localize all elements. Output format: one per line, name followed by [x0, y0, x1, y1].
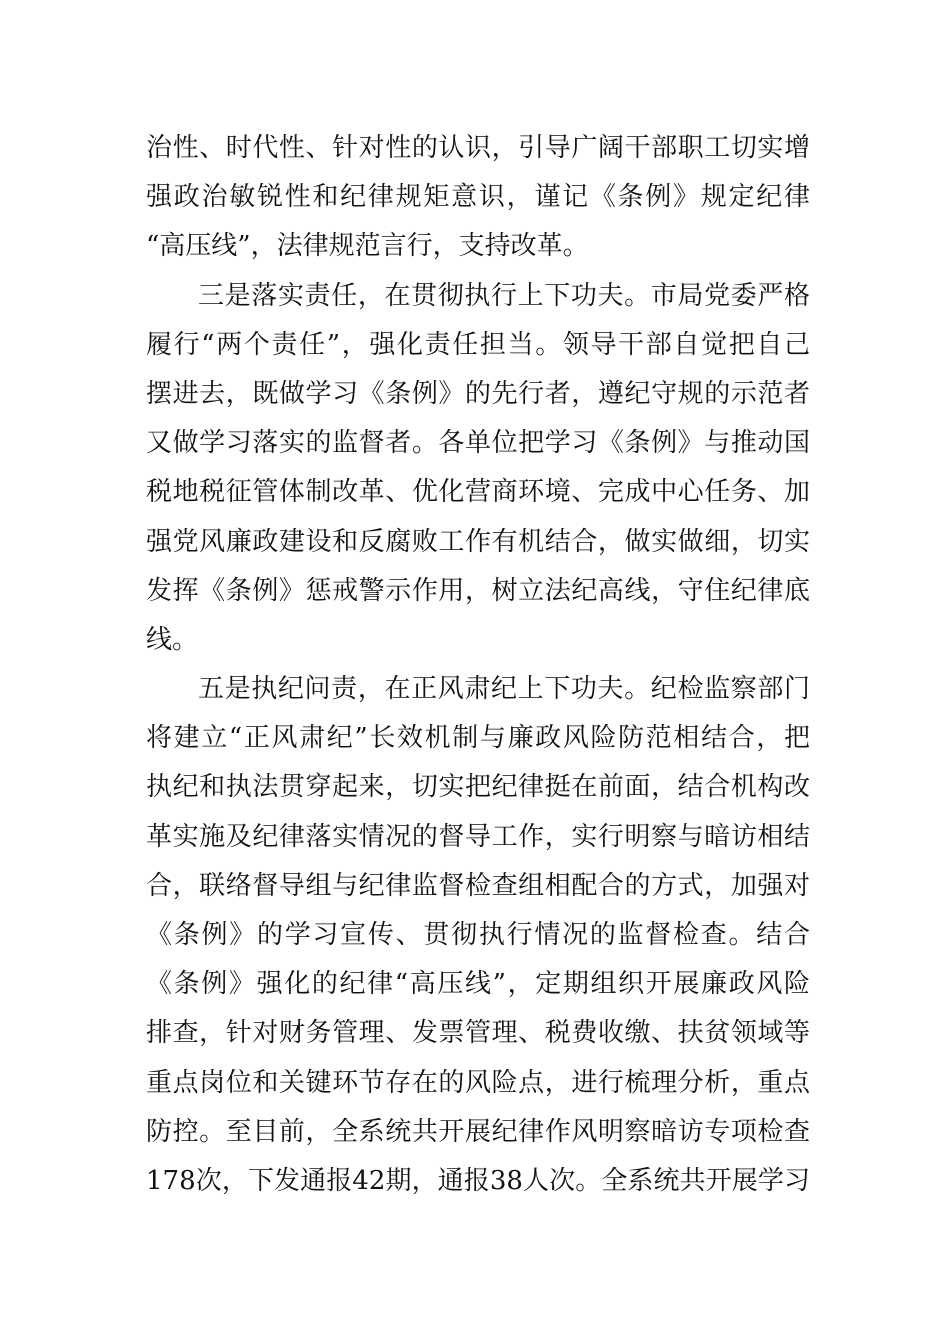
text-line: 强党风廉政建设和反腐败工作有机结合，做实做细，切实 [146, 526, 810, 557]
text-line: 线。 [146, 624, 199, 655]
paragraph [146, 124, 810, 272]
text-line: 《条例》强化的纪律“高压线”，定期组织开展廉政风险 [146, 969, 810, 1000]
text-line: 排查，针对财务管理、发票管理、税费收缴、扶贫领域等 [146, 1018, 810, 1049]
paragraph [146, 272, 810, 666]
text-line: 合，联络督导组与纪律监督检查组相配合的方式，加强对 [146, 870, 810, 901]
text-line: 强政治敏锐性和纪律规矩意识，谨记《条例》规定纪律 [146, 182, 810, 213]
text-line: 革实施及纪律落实情况的督导工作，实行明察与暗访相结 [146, 821, 810, 852]
text-line: 五是执纪问责，在正风肃纪上下功夫。纪检监察部门 [198, 674, 810, 705]
text-line: 《条例》的学习宣传、贯彻执行情况的监督检查。结合 [146, 920, 810, 950]
text-line: 又做学习落实的监督者。各单位把学习《条例》与推动国 [146, 428, 810, 459]
text-line: 178次，下发通报42期，通报38人次。全系统共开展学习 [146, 1165, 810, 1196]
text-line: 摆进去，既做学习《条例》的先行者，遵纪守规的示范者 [146, 378, 810, 409]
text-line: 三是落实责任，在贯彻执行上下功夫。市局党委严格 [198, 280, 810, 311]
document-body [146, 124, 810, 1206]
text-line: 将建立“正风肃纪”长效机制与廉政风险防范相结合，把 [146, 723, 810, 754]
text-line: 治性、时代性、针对性的认识，引导广阔干部职工切实增 [146, 133, 810, 163]
text-line: 税地税征管体制改革、优化营商环境、完成中心任务、加 [146, 477, 810, 508]
paragraph [146, 665, 810, 1206]
text-line: 执纪和执法贯穿起来，切实把纪律挺在前面，结合机构改 [146, 772, 810, 803]
text-line: “高压线”，法律规范言行，支持改革。 [146, 231, 589, 262]
text-line: 履行“两个责任”，强化责任担当。领导干部自觉把自己 [146, 329, 810, 360]
text-line: 防控。至目前，全系统共开展纪律作风明察暗访专项检查 [146, 1116, 810, 1147]
text-line: 发挥《条例》惩戒警示作用，树立法纪高线，守住纪律底 [146, 575, 810, 606]
text-line: 重点岗位和关键环节存在的风险点，进行梳理分析，重点 [146, 1067, 810, 1098]
